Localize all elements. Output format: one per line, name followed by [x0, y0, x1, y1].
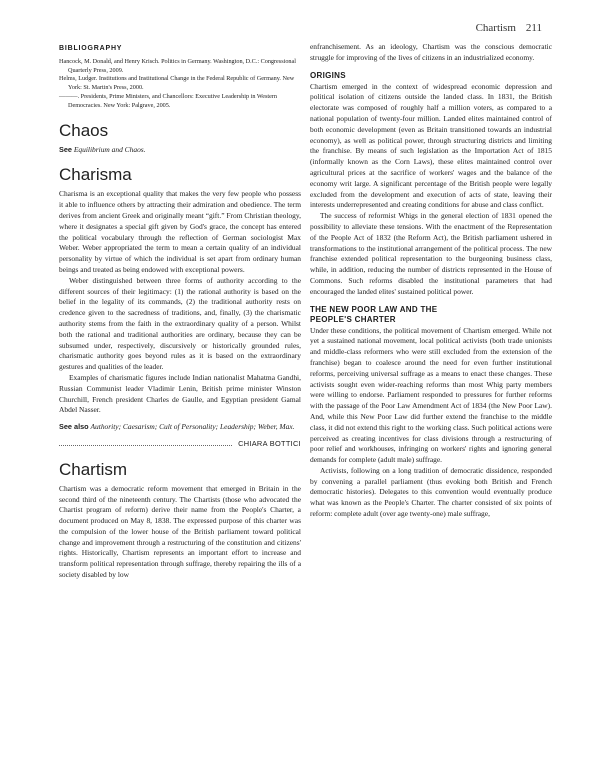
entry-title-chaos: Chaos: [59, 120, 109, 140]
see-label: See: [59, 144, 72, 154]
running-head: [476, 22, 542, 34]
author-line: [59, 438, 301, 450]
entry-title-chartism: Chartism: [59, 459, 128, 479]
heading-line: PEOPLE'S CHARTER: [310, 314, 396, 324]
section-heading-origins: ORIGINS: [310, 70, 346, 80]
entry-title-charisma: Charisma: [59, 165, 132, 185]
see-also-links[interactable]: Authority; Caesarism; Cult of Personality; Leadership; Weber, Max.: [90, 422, 295, 432]
bibliography-entry: ———. Presidents, Prime Ministers, and Chancellors: Executive Leadership in Western Democracies. New York: Palgrave, 2005.: [59, 92, 277, 109]
origins-paragraph: Chartism emerged in the context of widespread economic depression and political isolation of citizens outside the landed class. In 1831, the British electorate was composed of roughly half a million voters, as compared to a national population of twenty-four million. Landed elites maintained control of both economic development (even as Britain transitioned towards an industrial economy), as well as political power, through structuring districts and limiting the franchise. By means of such legislation as the Importation Act of 1815 (informally known as the Corn Laws), these elites maintained control over agricultural prices at the sacrifice of workers' wages and the balance of the economy writ large. A significant percentage of the British people were legally excluded from the development and execution of acts of state, leaving their interests underrepresented and creating conditions for abuse and class conflict.: [310, 81, 552, 210]
bibliography-entry: Helms, Ludger. Institutions and Institutional Change in the Federal Republic of Germany. New York: St. Martin's Press, 2000.: [59, 75, 295, 92]
see-also-label: See also: [59, 422, 89, 432]
left-column: [59, 44, 301, 581]
section-heading-new-poor-law: [310, 305, 552, 325]
author-name: CHIARA BOTTICI: [238, 438, 301, 448]
chartism-paragraph: Chartism was a democratic reform movement that emerged in Britain in the second third of the nineteenth century. The Chartists (those who advocated the Chartist program of reform) derive their name from the People's Charter, a document produced on May 8, 1838. The expressed purpose of this charter was the compulsion of the lower house of the British parliament toward political change and improvement through a restructuring of the constitution and citizens' rights. Historically, Chartism represents an important effort to increase and transform political representation through suffrage, thereby repairing the ills of a society disabled by low: [59, 483, 301, 580]
continuation-paragraph: enfranchisement. As an ideology, Chartism was the conscious democratic struggle for improving of the lives of citizens in an industrialized economy.: [310, 42, 552, 62]
origins-paragraph: The success of reformist Whigs in the general election of 1831 opened the possibility to alleviate these tensions. With the enactment of the Representation of the People Act of 1832 (the Reform Act), the British parliament ushered in transformations to the institutional arrangement of the political process. The new franchise extended political representation to the burgeoning business class, while, in addition, reducing the number of districts represented in the House of Commons. Such reforms disabled the institutional parameters that had encouraged the landed elites' sustained political power.: [310, 211, 552, 296]
right-column: [310, 42, 552, 520]
poor-law-paragraph: Under these conditions, the political movement of Chartism emerged. While not yet a sustained national movement, local political activists (both trade unionists and middle-class reformers who were still excluded from the extension of the franchise) began to coalesce around the need for even further institutional reforms, perceiving universal suffrage as a means to enact these changes. These activists sought even wider-reaching reforms than most Whig party members were willing to endorse. Parliament responded to pressures for further reforms with the passage of the Poor Law Amendment Act of 1834 (the New Poor Law). And, while this New Poor Law did further extend the franchise to the middle class, it did not extend this right to the working class. Such political actions were perceived as creating incentives for class divisions through a restructuring of poor relief and workhouses, infringing on workers' rights and ignoring general demands for complete (adult male) suffrage.: [310, 325, 552, 465]
charisma-paragraph: Weber distinguished between three forms of authority according to the different sources of their legitimacy: (1) the rational authority is based on the belief in the legality of its commands, (2) the traditional authority rests on credence given to the sacredness of traditions, and, finally, (3) the charismatic authority stems from the faith in the extraordinary quality of a person. Whilst both the rational and traditional authorities are ordinary, because they can be subsumed under, respectively, discursively or historically grounded rules, charismatic authority goes beyond rules as it is based on the extraordinary gestures and qualities of the leader.: [59, 275, 301, 372]
bibliography-heading: BIBLIOGRAPHY: [59, 45, 123, 52]
heading-line: THE NEW POOR LAW AND THE: [310, 304, 438, 314]
charisma-see-also: [59, 422, 301, 433]
charisma-paragraph: Examples of charismatic figures include Indian nationalist Mahatma Gandhi, Russian Communist leader Vladimir Lenin, British prime minister Winston Churchill, French president Charles de Gaulle, and Egyptian president Gamal Abdel Nasser.: [59, 372, 301, 415]
charisma-paragraph: Charisma is an exceptional quality that makes the very few people who possess it able to influence others by attracting their admiration and obedience. The term derives from ancient Greek and originally meant “gift.” From Christian theology, where it designates a special gift given by God's grace, the concept has entered the political vocabulary through the reflection of German sociologist Max Weber. Weber appropriated the term to mean a certain quality of an individual personality by virtue of which the individual is set apart from ordinary human beings and treated as being endowed with exceptional powers.: [59, 189, 301, 274]
chaos-see-reference: [59, 145, 301, 156]
page-number: 211: [525, 22, 542, 34]
bibliography-entry: Hancock, M. Donald, and Henry Krisch. Politics in Germany. Washington, D.C.: Congressional Quarterly Press, 2009.: [59, 57, 296, 74]
poor-law-paragraph: Activists, following on a long tradition of democratic dissidence, responded by convening a parallel parliament (thus evoking both British and French democratic histories). Delegates to this convention would eventually produce what was known as the People's Charter. The charter consisted of six points of reform: complete adult (over age twenty-one) male suffrage,: [310, 465, 552, 519]
see-reference-link[interactable]: Equilibrium and Chaos.: [73, 144, 146, 154]
running-head-title: Chartism: [475, 22, 516, 34]
dotted-leader: [59, 438, 232, 446]
